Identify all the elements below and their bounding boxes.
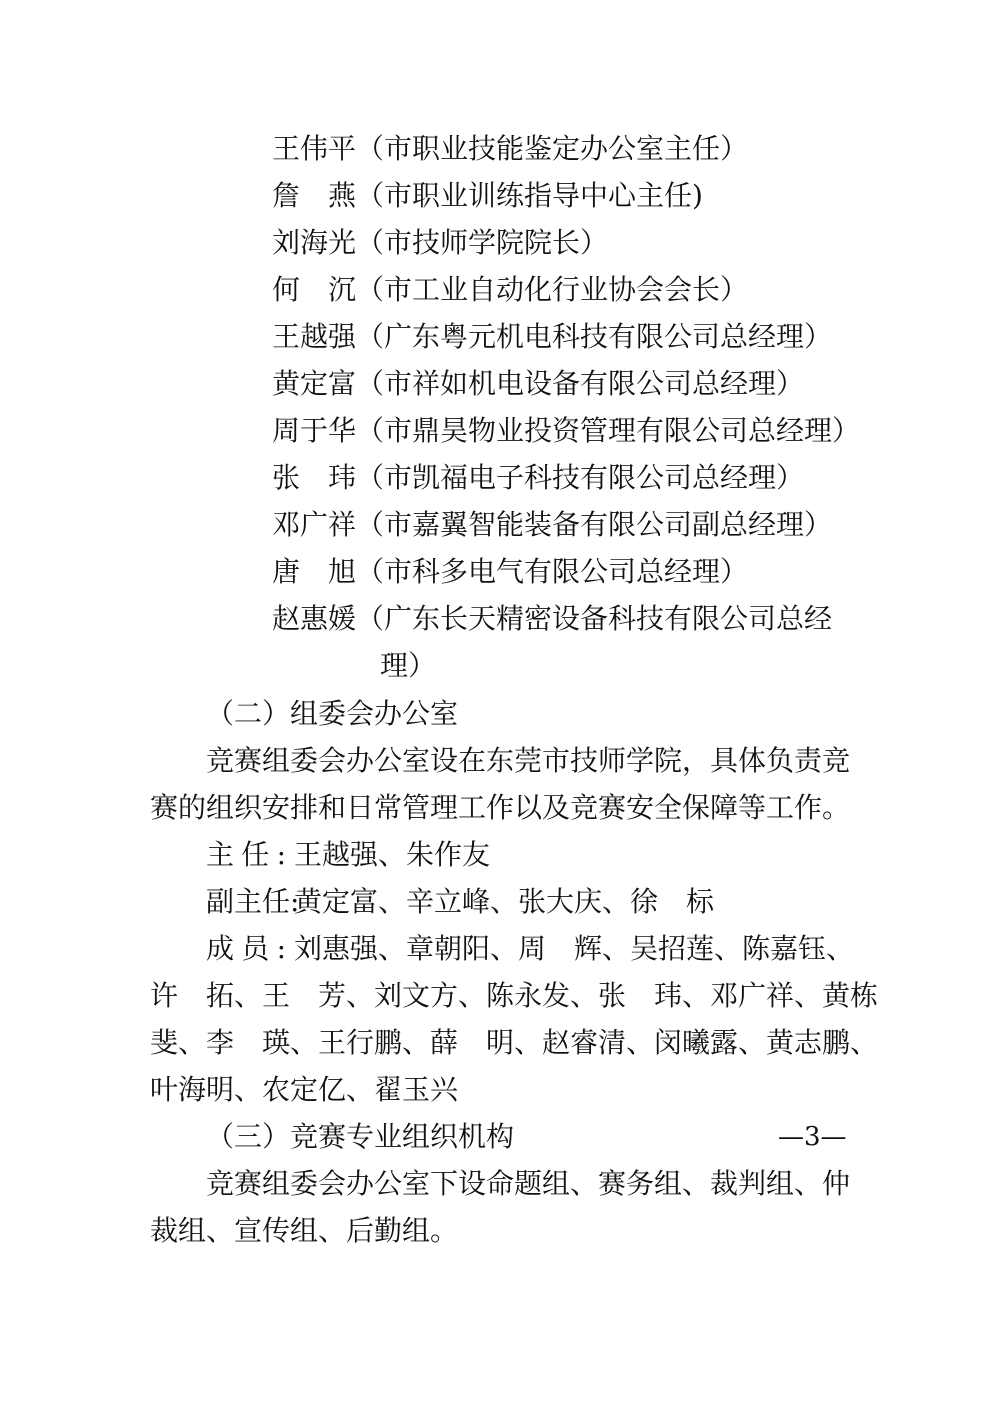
member-row — [272, 226, 608, 260]
director-names: 王越强、朱作友 — [294, 838, 491, 871]
member-name: 黄定富 — [272, 367, 357, 400]
deputy-director-label: 副主任: — [206, 885, 300, 918]
section-heading-3: （三）竞赛专业组织机构 — [206, 1120, 515, 1153]
member-row — [272, 320, 832, 354]
member-name: 唐旭 — [272, 555, 356, 588]
member-name: 刘海光 — [272, 226, 357, 259]
director-row — [206, 831, 490, 878]
section3-desc-line-1: 竞赛组委会办公室下设命题组、赛务组、裁判组、仲 — [206, 1167, 851, 1200]
member-row — [272, 602, 832, 636]
member-role: （市凯福电子科技有限公司总经理） — [356, 461, 805, 494]
member-row — [272, 461, 804, 495]
member-role: （广东长天精密设备科技有限公司总经 — [356, 602, 833, 635]
member-role-continuation: 理） — [380, 649, 437, 682]
deputy-director-names: 黄定富、辛立峰、张大庆、徐 标 — [294, 885, 715, 918]
member-name: 张玮 — [272, 461, 356, 494]
section2-desc-line-2: 赛的组织安排和日常管理工作以及竞赛安全保障等工作。 — [150, 791, 851, 824]
office-members-line-2: 许 拓、王 芳、刘文方、陈永发、张 玮、邓广祥、黄栋 — [150, 979, 879, 1012]
page-number: —3— — [778, 1122, 847, 1152]
director-label: 主任: — [206, 838, 286, 871]
member-name: 王越强 — [272, 320, 357, 353]
member-name: 赵惠媛 — [272, 602, 357, 635]
member-role: （广东粤元机电科技有限公司总经理） — [356, 320, 833, 353]
member-role: （市职业技能鉴定办公室主任） — [356, 132, 749, 165]
member-row — [272, 555, 748, 589]
office-members-line-3: 斐、李 瑛、王行鹏、薛 明、赵睿清、闵曦露、黄志鹏、 — [150, 1026, 879, 1059]
member-role: （市鼎昊物业投资管理有限公司总经理） — [356, 414, 861, 447]
member-name: 詹燕 — [272, 179, 356, 212]
office-members-names: 刘惠强、章朝阳、周 辉、吴招莲、陈嘉钰、 — [294, 932, 855, 965]
member-row — [272, 367, 804, 401]
member-role: （市祥如机电设备有限公司总经理） — [356, 367, 805, 400]
section3-desc-line-2: 裁组、宣传组、后勤组。 — [150, 1214, 459, 1247]
member-role: （市职业训练指导中心主任) — [356, 179, 703, 212]
member-name: 王伟平 — [272, 132, 357, 165]
office-members-label: 成员: — [206, 932, 286, 965]
section2-desc-line-1: 竞赛组委会办公室设在东莞市技师学院，具体负责竞 — [206, 744, 851, 777]
member-name: 何沉 — [272, 273, 356, 306]
section-heading-2: （二）组委会办公室 — [206, 697, 459, 730]
deputy-director-row — [206, 878, 714, 925]
member-name: 周于华 — [272, 414, 357, 447]
member-name: 邓广祥 — [272, 508, 357, 541]
member-role: （市科多电气有限公司总经理） — [356, 555, 749, 588]
office-members-row — [206, 925, 854, 972]
member-role: （市技师学院院长） — [356, 226, 609, 259]
member-row — [272, 132, 748, 166]
member-row — [272, 273, 748, 307]
office-members-line-4: 叶海明、农定亿、翟玉兴 — [150, 1073, 459, 1106]
member-row — [272, 508, 832, 542]
member-row — [272, 414, 860, 448]
member-role: （市工业自动化行业协会会长） — [356, 273, 749, 306]
member-role: （市嘉翼智能装备有限公司副总经理） — [356, 508, 833, 541]
member-row — [272, 179, 703, 213]
